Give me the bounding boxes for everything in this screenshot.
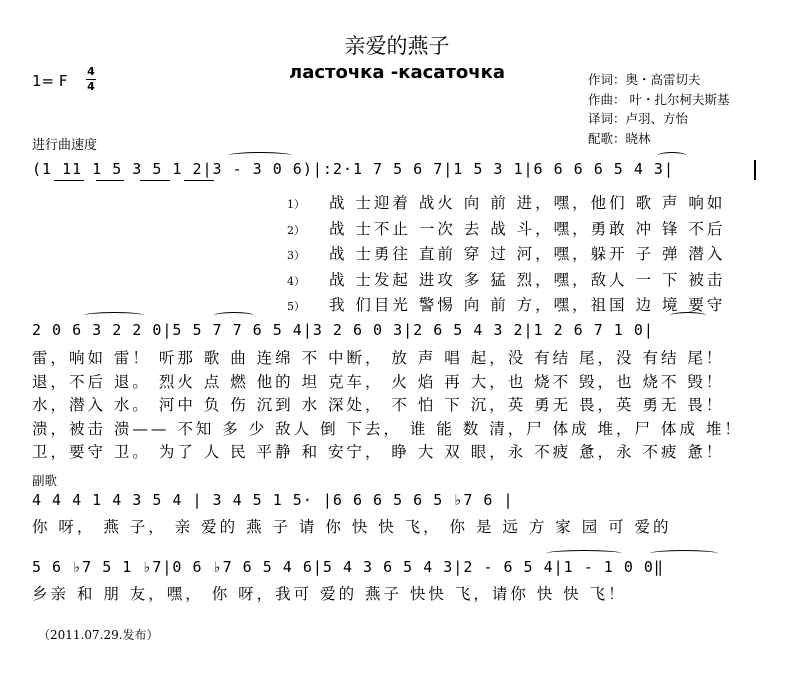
meter-top: 4 [87,65,95,78]
beam [96,180,124,181]
lyric-line: 战 士不止 一次 去 战 斗，嘿，勇敢 冲 锋 不后 [329,219,726,238]
key-signature: 1= F [32,72,68,90]
beam [140,180,170,181]
credits-block [588,70,729,148]
song-title: 亲爱的燕子 [344,34,450,58]
lyric-line: 战 士发起 进攻 多 猛 烈，嘿，敌人 一 下 被击 [329,270,726,289]
notation-line-3: 4 4 4 1 4 3 5 4 | 3 4 5 1 5· |6 6 6 5 6 5 ♭7 6 | [32,491,514,509]
beam [184,180,214,181]
verse-block-2 [32,347,743,465]
beam [54,180,84,181]
verse-number: 1） [287,198,305,211]
slur [214,312,254,319]
verse-number: 2） [287,223,305,237]
lyric-line: 水，潜入 水。 河中 负 伤 沉到 水 深处， 不 怕 下 沉，英 勇无 畏，英 勇无 畏！ [32,396,725,415]
lyric-line: 退，不后 退。 烈火 点 燃 他的 坦 克车， 火 焰 再 大，也 烧不 毁，也 烧不 毁！ [32,372,725,391]
verse-number: 3） [287,249,305,263]
slur [658,152,686,159]
meter-bottom: 4 [87,80,95,93]
lyric-line: 战 士勇往 直前 穿 过 河，嘿，躲开 子 弹 潜入 [329,245,726,264]
credit-arranger: 配歌：晓林 [588,130,651,146]
notation-line-1: (1 11 1 5 3 5 1 2|3 - 3 0 6)|:2·1 7 5 6 7|1 5 3 1|6 6 6 6 5 4 3| [32,160,674,178]
credit-composer: 作曲： 叶・扎尔柯夫斯基 [588,91,730,107]
chorus-label: 副歌 [32,473,58,488]
lyric-line: 战 士迎着 战火 向 前 进，嘿，他们 歌 声 响如 [329,194,726,212]
lyric-line: 溃，被击 溃—— 不知 多 少 敌人 倒 下去， 谁 能 数 清，尸 体成 堆，尸 体成 堆！ [32,419,743,438]
verse-block-1 [287,191,725,319]
lyric-line: 卫，要守 卫。 为了 人 民 平静 和 安宁， 睁 大 双 眼，永 不疲 惫，永 不疲 惫！ [32,443,725,462]
notation-line-2: 2 0 6 3 2 2 0|5 5 7 7 6 5 4|3 2 6 0 3|2 6 5 4 3 2|1 2 6 7 1 0| [32,321,654,339]
slur [228,152,292,159]
time-signature [86,66,96,93]
verse-number: 4） [287,274,305,288]
credit-lyricist: 作词：奥・高雷切夫 [588,72,701,87]
barline [754,160,756,180]
tempo-marking: 进行曲速度 [32,138,98,153]
lyric-line: 我 们目光 警惕 向 前 方，嘿，祖国 边 境 要守 [329,296,726,315]
slur [546,550,622,557]
lyric-line-chorus: 你 呀， 燕 子， 亲 爱的 燕 子 请 你 快 快 飞， 你 是 远 方 家 园 可 爱的 [32,518,672,536]
slur [84,312,144,319]
credit-translator: 译词：卢羽、方怡 [588,111,689,126]
lyric-line-final: 乡亲 和 朋 友，嘿， 你 呀，我可 爱的 燕子 快快 飞，请你 快 快 飞！ [32,585,627,603]
publish-date: （2011.07.29.发布） [38,628,159,642]
song-subtitle: ласточка -касаточка [289,62,505,83]
slur [670,312,706,319]
slur [650,550,718,557]
lyric-line: 雷，响如 雷！ 听那 歌 曲 连绵 不 中断， 放 声 唱 起，没 有结 尾，没 有结 尾！ [32,349,725,367]
notation-line-4: 5 6 ♭7 5 1 ♭7|0 6 ♭7 6 5 4 6|5 4 3 6 5 4 3|2 - 6 5 4|1 - 1 0 0‖ [32,558,664,576]
verse-number: 5） [287,300,305,314]
